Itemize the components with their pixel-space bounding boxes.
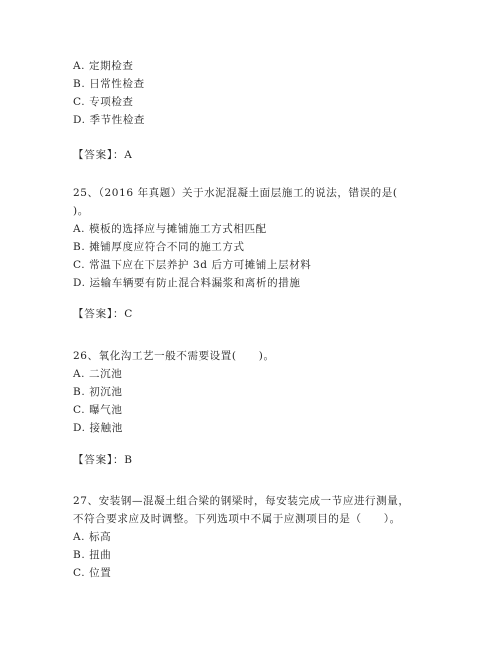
q25-option-d: D. 运输车辆要有防止混合料漏浆和离析的措施 [73,277,301,289]
q27-option-c: C. 位置 [73,567,112,579]
q24-option-a: A. 定期检查 [73,60,134,72]
q25-option-a: A. 模板的选择应与摊铺施工方式相匹配 [73,223,267,235]
q25-stem-line-1: 25、（2016 年真题）关于水泥混凝土面层施工的说法，错误的是( [73,187,398,199]
q26-option-a: A. 二沉池 [73,368,123,380]
q24-option-b: B. 日常性检查 [73,78,145,90]
q26-option-b: B. 初沉池 [73,386,123,398]
q27-option-b: B. 扭曲 [73,549,112,561]
q26-answer: 【答案】：B [73,454,133,466]
q25-stem-line-2: )。 [73,205,89,217]
q24-option-d: D. 季节性检查 [73,114,146,126]
q24-answer: 【答案】：A [73,149,133,161]
q25-option-c: C. 常温下应在下层养护 3d 后方可摊铺上层材料 [73,259,312,271]
q26-option-c: C. 曝气池 [73,404,123,416]
q27-stem-line-1: 27、安装钢—混凝土组合梁的钢梁时，每安装完成一节应进行测量， [73,495,410,507]
q25-option-b: B. 摊铺厚度应符合不同的施工方式 [73,241,245,253]
q24-option-c: C. 专项检查 [73,96,134,108]
q27-stem-line-2: 不符合要求应及时调整。下列选项中不属于应测项目的是（ ）。 [73,513,401,525]
q26-stem-line-1: 26、氧化沟工艺一般不需要设置( )。 [73,350,275,362]
q25-answer: 【答案】：C [73,308,134,320]
q26-option-d: D. 接触池 [73,422,123,434]
q27-option-a: A. 标高 [73,531,112,543]
